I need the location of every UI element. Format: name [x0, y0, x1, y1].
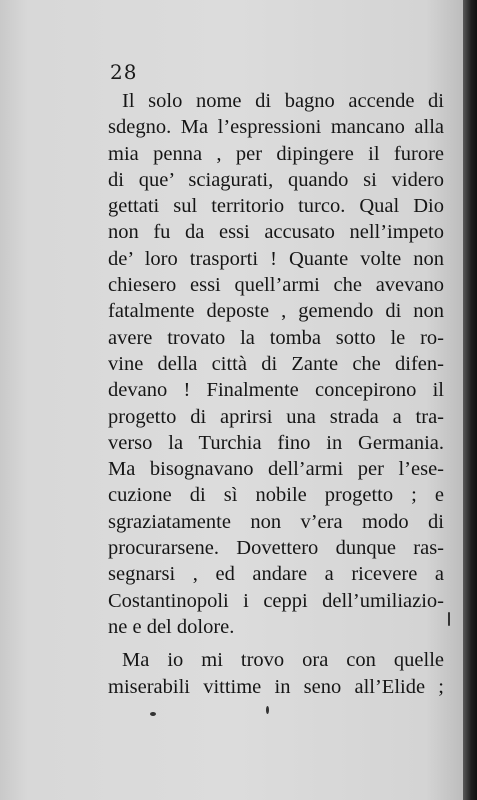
text-line: procurarsene. Dovettero dunque ras-	[108, 537, 444, 560]
page-edge-shadow	[463, 0, 477, 800]
text-line: de’ loro trasporti ! Quante volte non	[108, 247, 444, 270]
text-line: progetto di aprirsi una strada a tra-	[108, 405, 444, 428]
text-line: sdegno. Ma l’espressioni mancano alla	[108, 116, 444, 139]
text-line: gettati sul territorio turco. Qual Dio	[108, 195, 444, 218]
text-line: sgraziatamente non v’era modo di	[108, 510, 444, 533]
paragraph-gap	[108, 640, 444, 647]
page-number: 28	[110, 60, 138, 84]
paragraph-1	[108, 88, 444, 640]
text-line: chiesero essi quell’armi che avevano	[108, 274, 444, 297]
text-line: miserabili vittime in seno all’Elide ;	[108, 675, 444, 698]
body-text	[108, 88, 444, 700]
text-line: mia penna , per dipingere il furore	[108, 142, 444, 165]
text-line: di que’ sciagurati, quando si videro	[108, 168, 444, 191]
text-line: Costantinopoli i ceppi dell’umiliazio-	[108, 589, 444, 612]
text-line: non fu da essi accusato nell’impeto	[108, 221, 444, 244]
text-line: ne e del dolore.	[108, 615, 235, 638]
text-line: segnarsi , ed andare a ricevere a	[108, 563, 444, 586]
text-line: Il solo nome di bagno accende di	[122, 90, 444, 112]
text-line: vine della città di Zante che difen-	[108, 352, 444, 375]
text-line: cuzione di sì nobile progetto ; e	[108, 484, 444, 507]
text-line: Ma io mi trovo ora con quelle	[122, 649, 444, 672]
ink-speck	[266, 706, 269, 714]
text-line: verso la Turchia fino in Germania.	[108, 431, 444, 454]
ink-speck	[150, 712, 156, 716]
paragraph-2	[108, 647, 444, 700]
text-line: avere trovato la tomba sotto le ro-	[108, 326, 444, 349]
text-line: devano ! Finalmente concepirono il	[108, 379, 444, 402]
text-line: Ma bisognavano dell’armi per l’ese-	[108, 458, 444, 481]
ink-speck	[448, 612, 450, 626]
text-line: fatalmente deposte , gemendo di non	[108, 300, 444, 323]
